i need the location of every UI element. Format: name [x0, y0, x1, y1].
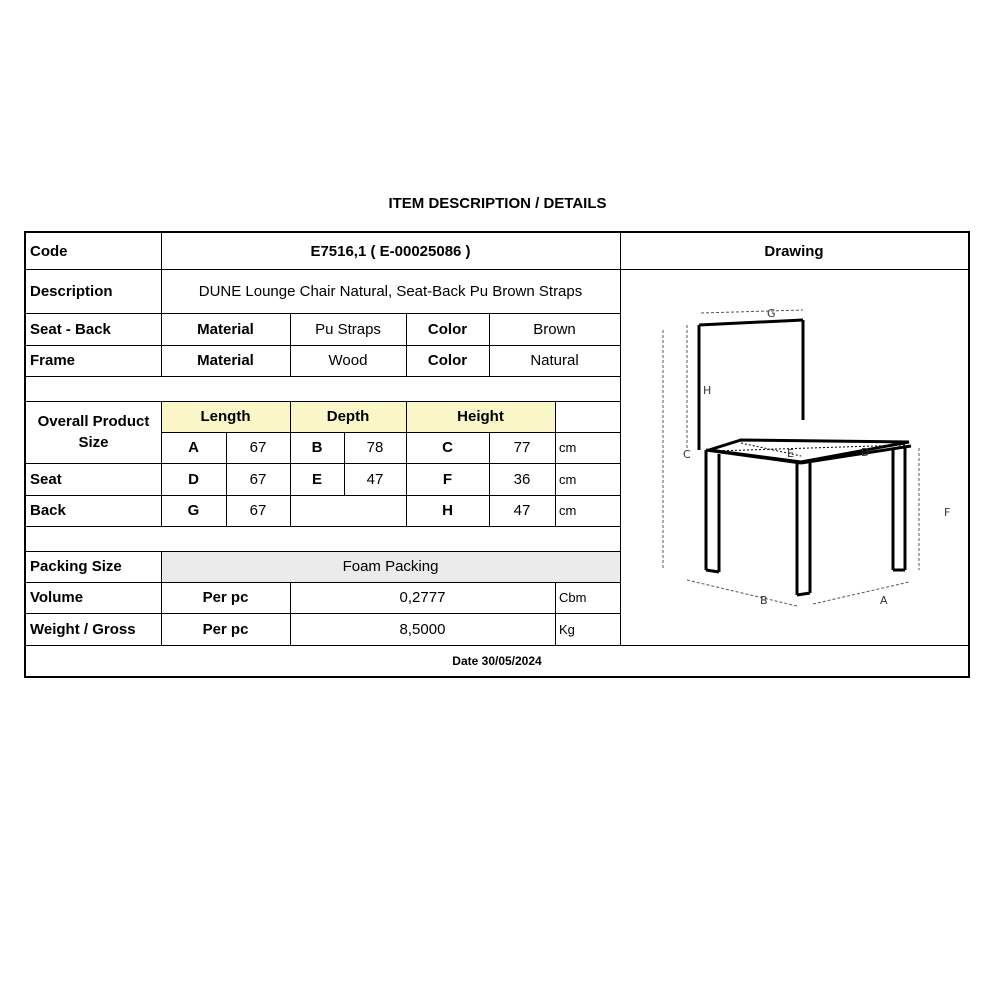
frame-color-label: Color	[427, 352, 468, 369]
frame-label: Frame	[30, 352, 76, 369]
code-label: Code	[30, 242, 68, 260]
seat-length-value: 67	[249, 470, 267, 488]
frame-material-label: Material	[197, 352, 254, 369]
depth-header: Depth	[326, 408, 370, 425]
seat-height-value: 36	[513, 470, 531, 488]
back-length-value: 67	[249, 502, 267, 519]
diagram-label-b: B	[760, 594, 768, 607]
diagram-label-c: C	[683, 448, 691, 461]
volume-per: Per pc	[202, 589, 249, 606]
diagram-label-e: E	[787, 447, 794, 460]
chair-diagram	[621, 270, 967, 645]
seat-back-material-label: Material	[197, 320, 254, 338]
volume-label: Volume	[30, 589, 84, 606]
code-value: E7516,1 ( E-00025086 )	[310, 242, 471, 260]
seat-back-label: Seat - Back	[30, 320, 111, 338]
weight-per: Per pc	[202, 620, 249, 638]
weight-value: 8,5000	[399, 620, 446, 638]
seat-back-color: Brown	[533, 320, 576, 338]
back-label: Back	[30, 502, 66, 519]
height-header: Height	[457, 408, 504, 425]
seat-length-code: D	[188, 470, 199, 488]
overall-depth-code: B	[311, 439, 323, 456]
seat-depth-value: 47	[366, 470, 384, 488]
diagram-label-g: G	[767, 307, 776, 320]
overall-size-label: Overall Product Size	[37, 413, 150, 451]
weight-unit: Kg	[559, 621, 575, 637]
diagram-label-h: H	[703, 384, 712, 397]
drawing-header: Drawing	[764, 242, 824, 260]
overall-unit: cm	[559, 440, 577, 455]
back-height-value: 47	[513, 502, 531, 519]
description-value: DUNE Lounge Chair Natural, Seat-Back Pu Brown Straps	[198, 282, 583, 300]
overall-length-value: 67	[249, 439, 267, 456]
document-title: ITEM DESCRIPTION / DETAILS	[388, 195, 607, 212]
packing-label: Packing Size	[30, 558, 122, 575]
overall-height-value: 77	[513, 439, 531, 456]
frame-material: Wood	[328, 352, 368, 369]
date-footer: Date 30/05/2024	[452, 653, 542, 668]
back-height-code: H	[442, 502, 453, 519]
description-label: Description	[30, 282, 113, 300]
diagram-label-f: F	[944, 506, 951, 519]
volume-value: 0,2777	[399, 589, 446, 606]
chair-outline	[699, 320, 911, 595]
seat-depth-code: E	[311, 470, 322, 488]
diagram-label-d: D	[861, 446, 870, 459]
seat-back-material: Pu Straps	[315, 320, 381, 338]
seat-unit: cm	[559, 471, 577, 487]
overall-depth-value: 78	[366, 439, 384, 456]
back-unit: cm	[559, 503, 577, 518]
seat-back-color-label: Color	[427, 320, 468, 338]
diagram-label-a: A	[880, 594, 888, 607]
details-sheet	[24, 231, 970, 678]
seat-label: Seat	[30, 470, 62, 488]
weight-label: Weight / Gross	[30, 620, 136, 638]
seat-height-code: F	[442, 470, 453, 488]
frame-color: Natural	[530, 352, 579, 369]
back-length-code: G	[187, 502, 200, 519]
overall-height-code: C	[442, 439, 453, 456]
length-header: Length	[200, 408, 251, 425]
volume-unit: Cbm	[559, 590, 587, 605]
packing-value: Foam Packing	[342, 558, 439, 575]
overall-length-code: A	[188, 439, 199, 456]
